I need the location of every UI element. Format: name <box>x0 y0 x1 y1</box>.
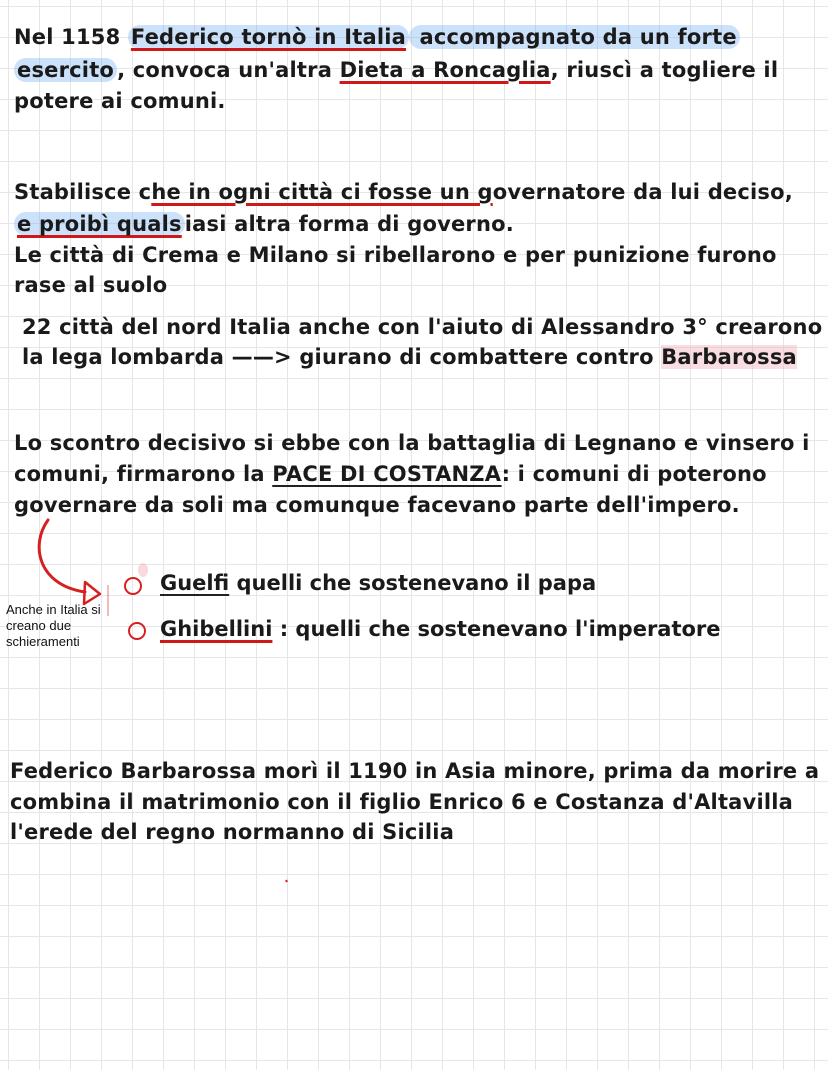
text-line: governare da soli ma comunque facevano parte dell'impero. <box>14 493 740 517</box>
text-span: Nel 1158 <box>14 25 128 49</box>
text-line: rase al suolo <box>14 273 168 297</box>
highlighted-text: Federico tornò in Italia <box>128 25 409 49</box>
faction-name: Ghibellini <box>160 617 273 641</box>
text-line <box>14 55 778 85</box>
faction-desc: : quelli che sostenevano l'imperatore <box>272 617 721 641</box>
text-line <box>14 22 740 52</box>
arrowhead-icon <box>84 582 100 604</box>
text-span: iasi altra forma di governo. <box>184 212 514 236</box>
text-line <box>22 342 797 372</box>
highlighted-text: Barbarossa <box>661 345 797 369</box>
faction-ghibellini <box>160 614 721 644</box>
underlined-text: Dieta a Roncaglia <box>339 58 551 82</box>
text-span: , riuscì a togliere il <box>550 58 779 82</box>
red-mark <box>286 880 287 882</box>
text-span: comuni, firmarono la <box>14 462 273 486</box>
text-span: , convoca un'altra <box>117 58 340 82</box>
text-line: Lo scontro decisivo si ebbe con la battaglia di Legnano e vinsero i <box>14 431 810 455</box>
text-span: : i comuni di poterono <box>501 462 767 486</box>
side-note: Anche in Italia si creano due schieramenti <box>6 602 101 649</box>
text-line: potere ai comuni. <box>14 89 226 113</box>
underlined-text: PACE DI COSTANZA <box>272 462 502 486</box>
faction-desc: quelli che sostenevano il papa <box>229 571 597 595</box>
faction-name: Guelfi <box>160 571 230 595</box>
text-span: overnatore da lui deciso, <box>492 180 793 204</box>
text-line: combina il matrimonio con il figlio Enrico 6 e Costanza d'Altavilla <box>10 790 794 814</box>
circle-bullet-icon <box>124 577 142 595</box>
text-line: l'erede del regno normanno di Sicilia <box>10 820 455 844</box>
text-line <box>14 177 793 207</box>
faction-guelfi <box>160 568 596 598</box>
underlined-text: he in ogni città ci fosse un g <box>151 180 493 204</box>
text-span: Stabilisce c <box>14 180 152 204</box>
text-line: Federico Barbarossa morì il 1190 in Asia minore, prima da morire a <box>10 759 820 783</box>
curved-arrow-icon <box>39 520 85 592</box>
text-line <box>14 459 767 489</box>
text-line <box>14 209 514 239</box>
text-span: la lega lombarda ——> giurano di combattere contro <box>22 345 662 369</box>
highlighted-text: accompagnato da un forte <box>409 25 740 49</box>
text-line: Le città di Crema e Milano si ribellarono e per punizione furono <box>14 243 777 267</box>
pink-dot-icon <box>138 563 148 577</box>
circle-bullet-icon <box>128 622 146 640</box>
highlighted-text: e proibì quals <box>14 212 185 236</box>
highlighted-text: esercito <box>14 58 117 82</box>
text-line: 22 città del nord Italia anche con l'aiuto di Alessandro 3° crearono <box>22 315 823 339</box>
